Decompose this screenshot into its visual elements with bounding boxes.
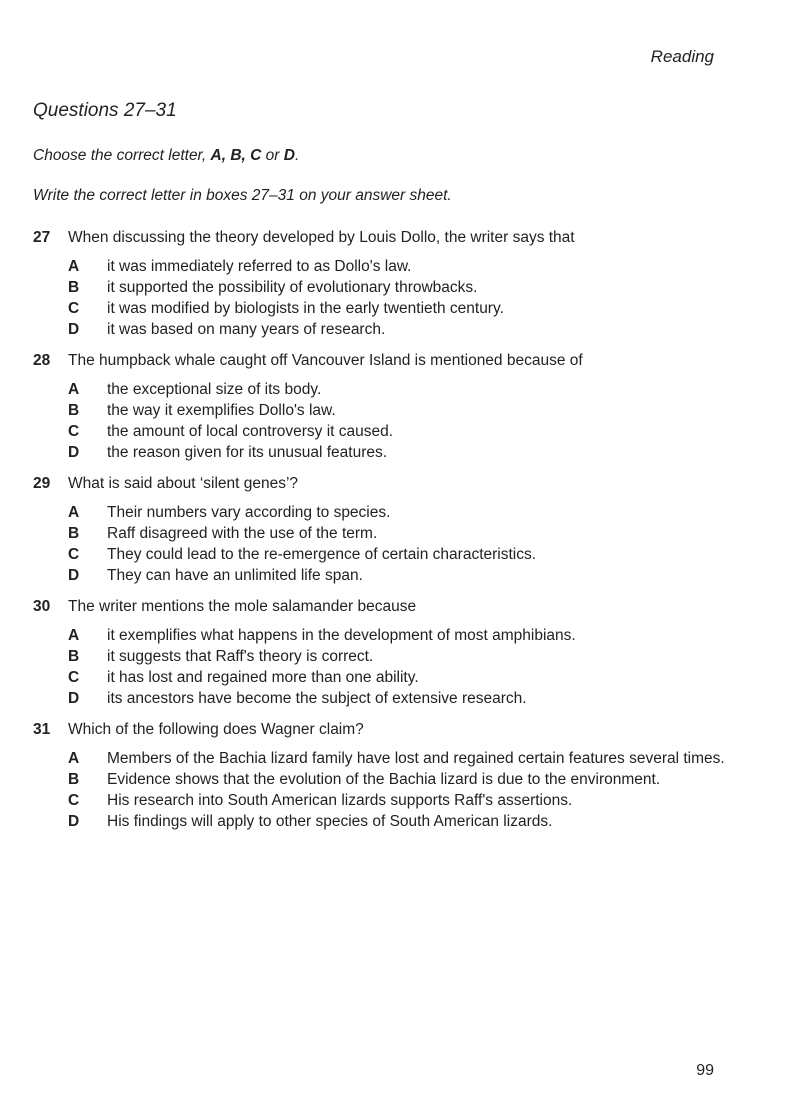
instruction-end: . [294, 147, 300, 164]
option-text: They could lead to the re-emergence of certain characteristics. [107, 546, 537, 563]
instruction-letter-d: D [283, 147, 295, 164]
running-head: Reading [650, 47, 714, 66]
option-text: They can have an unlimited life span. [107, 567, 363, 584]
option-c [68, 544, 733, 565]
option-text: it was immediately referred to as Dollo's law. [107, 258, 412, 275]
option-text: it suggests that Raff's theory is correct. [107, 648, 374, 665]
option-d [68, 442, 733, 463]
instruction-letter-a: A [210, 147, 222, 164]
option-text: Raff disagreed with the use of the term. [107, 525, 378, 542]
option-letter: C [68, 792, 80, 809]
option-letter: D [68, 321, 80, 338]
option-text: it supported the possibility of evolutionary throwbacks. [107, 279, 478, 296]
option-letter: B [68, 648, 80, 665]
question-29 [33, 473, 733, 586]
option-text: the exceptional size of its body. [107, 381, 322, 398]
option-d [68, 688, 733, 709]
option-letter: B [68, 402, 80, 419]
instruction-text: Choose the correct letter, [33, 147, 211, 164]
option-a [68, 379, 733, 400]
option-text: it exemplifies what happens in the development of most amphibians. [107, 627, 576, 644]
question-31 [33, 719, 733, 832]
question-30 [33, 596, 733, 709]
option-list [68, 502, 733, 586]
option-b [68, 400, 733, 421]
instruction-separator: , [241, 147, 251, 164]
option-letter: A [68, 627, 80, 644]
option-letter: C [68, 546, 80, 563]
section-title: Questions 27–31 [33, 100, 177, 121]
option-text: it has lost and regained more than one ability. [107, 669, 419, 686]
question-stem [33, 719, 733, 740]
option-text: the amount of local controversy it caused. [107, 423, 394, 440]
option-c [68, 298, 733, 319]
option-letter: A [68, 381, 80, 398]
question-stem [33, 473, 733, 494]
option-letter: D [68, 813, 80, 830]
option-letter: B [68, 525, 80, 542]
instruction-separator: , [221, 147, 231, 164]
option-text: its ancestors have become the subject of extensive research. [107, 690, 527, 707]
option-letter: C [68, 423, 80, 440]
page-number: 99 [696, 1062, 714, 1079]
question-number: 30 [33, 598, 51, 615]
option-letter: A [68, 750, 80, 767]
option-b [68, 769, 733, 790]
question-text: The writer mentions the mole salamander because [68, 598, 417, 615]
option-letter: C [68, 300, 80, 317]
option-c [68, 790, 733, 811]
option-letter: B [68, 771, 80, 788]
question-27 [33, 227, 733, 340]
option-list [68, 748, 733, 832]
instruction-separator: or [261, 147, 284, 164]
option-letter: B [68, 279, 80, 296]
option-a [68, 256, 733, 277]
question-text: What is said about ‘silent genes’? [68, 475, 299, 492]
option-text: the reason given for its unusual features. [107, 444, 388, 461]
option-c [68, 421, 733, 442]
question-text: The humpback whale caught off Vancouver Island is mentioned because of [68, 352, 583, 369]
option-text: Members of the Bachia lizard family have lost and regained certain features several times. [107, 750, 725, 767]
question-stem [33, 227, 733, 248]
option-list [68, 379, 733, 463]
question-stem [33, 350, 733, 371]
question-text: When discussing the theory developed by Louis Dollo, the writer says that [68, 229, 575, 246]
option-list [68, 256, 733, 340]
option-letter: C [68, 669, 80, 686]
option-text: His research into South American lizards supports Raff's assertions. [107, 792, 573, 809]
option-text: it was based on many years of research. [107, 321, 386, 338]
option-letter: A [68, 504, 80, 521]
instruction-letter-b: B [230, 147, 242, 164]
option-text: it was modified by biologists in the early twentieth century. [107, 300, 504, 317]
option-list [68, 625, 733, 709]
option-text: His findings will apply to other species of South American lizards. [107, 813, 553, 830]
question-number: 27 [33, 229, 51, 246]
question-number: 29 [33, 475, 51, 492]
option-text: Their numbers vary according to species. [107, 504, 391, 521]
question-list [33, 227, 733, 842]
option-a [68, 748, 733, 769]
option-b [68, 277, 733, 298]
question-text: Which of the following does Wagner claim? [68, 721, 364, 738]
option-text: the way it exemplifies Dollo's law. [107, 402, 336, 419]
instruction-letter-c: C [250, 147, 262, 164]
option-c [68, 667, 733, 688]
option-b [68, 646, 733, 667]
option-letter: D [68, 690, 80, 707]
option-d [68, 565, 733, 586]
question-stem [33, 596, 733, 617]
option-a [68, 625, 733, 646]
option-letter: D [68, 567, 80, 584]
question-number: 28 [33, 352, 51, 369]
option-d [68, 811, 733, 832]
option-text: Evidence shows that the evolution of the Bachia lizard is due to the environment. [107, 771, 661, 788]
question-number: 31 [33, 721, 51, 738]
option-letter: D [68, 444, 80, 461]
option-d [68, 319, 733, 340]
instruction-choose-letter [33, 147, 299, 165]
instruction-answer-sheet: Write the correct letter in boxes 27–31 on your answer sheet. [33, 187, 452, 204]
option-b [68, 523, 733, 544]
question-28 [33, 350, 733, 463]
option-letter: A [68, 258, 80, 275]
option-a [68, 502, 733, 523]
